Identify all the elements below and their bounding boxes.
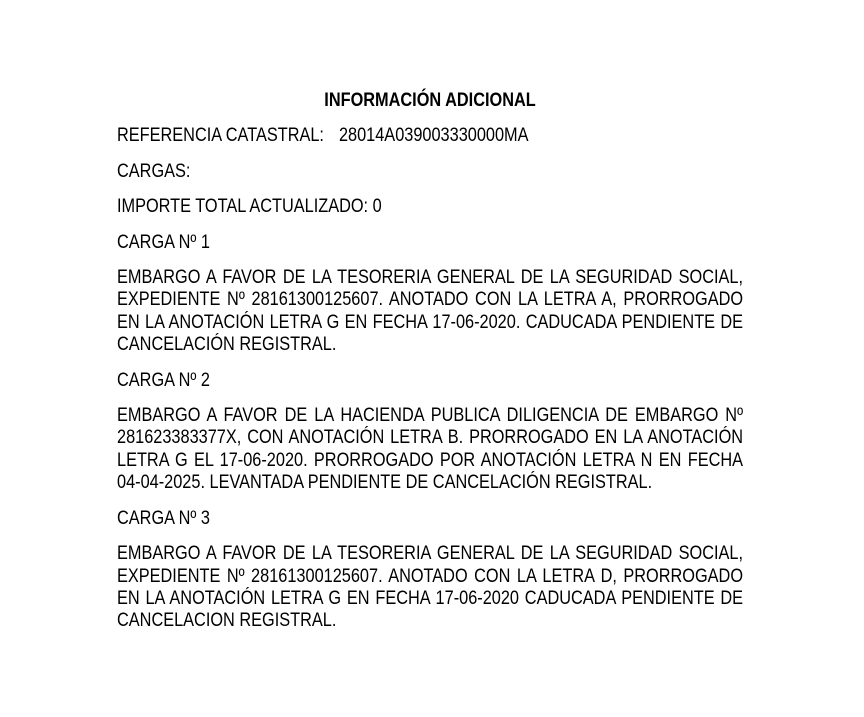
- referencia-catastral-value: 28014A039003330000MA: [338, 124, 529, 147]
- importe-total-label: IMPORTE TOTAL ACTUALIZADO:: [117, 195, 369, 218]
- carga-block-2: [117, 369, 743, 494]
- cargas-header: CARGAS:: [117, 159, 191, 182]
- carga-heading: CARGA Nº 3: [117, 506, 210, 529]
- carga-body: EMBARGO A FAVOR DE LA HACIENDA PUBLICA DILIGENCIA DE EMBARGO Nº 281623383377X, CON ANOTACIÓN LETRA B. PRORROGADO EN LA ANOTACIÓN LETRA G EL 17-06-2020. PRORROGADO POR ANOTACIÓN LETRA N EN FECHA 04-04-2025. LEVANTADA PENDIENTE DE CANCELACIÓN REGISTRAL.: [117, 404, 744, 494]
- importe-total-value: 0: [372, 195, 382, 218]
- carga-block-1: [117, 231, 743, 356]
- importe-total-line: [117, 195, 743, 217]
- referencia-catastral-line: [117, 124, 743, 146]
- page-title: INFORMACIÓN ADICIONAL: [324, 89, 536, 111]
- carga-block-3: [117, 507, 743, 632]
- carga-body: EMBARGO A FAVOR DE LA TESORERIA GENERAL DE LA SEGURIDAD SOCIAL, EXPEDIENTE Nº 28161300125607. ANOTADO CON LA LETRA D, PRORROGADO EN LA ANOTACIÓN LETRA G EN FECHA 17-06-2020 CADUCADA PENDIENTE DE CANCELACION REGISTRAL.: [117, 542, 744, 632]
- carga-heading: CARGA Nº 1: [117, 230, 210, 253]
- referencia-catastral-label: REFERENCIA CATASTRAL:: [117, 124, 324, 147]
- document-content: [117, 89, 743, 645]
- carga-body: EMBARGO A FAVOR DE LA TESORERIA GENERAL DE LA SEGURIDAD SOCIAL, EXPEDIENTE Nº 28161300125607. ANOTADO CON LA LETRA A, PRORROGADO EN LA ANOTACIÓN LETRA G EN FECHA 17-06-2020. CADUCADA PENDIENTE DE CANCELACIÓN REGISTRAL.: [117, 266, 744, 356]
- carga-heading: CARGA Nº 2: [117, 368, 210, 391]
